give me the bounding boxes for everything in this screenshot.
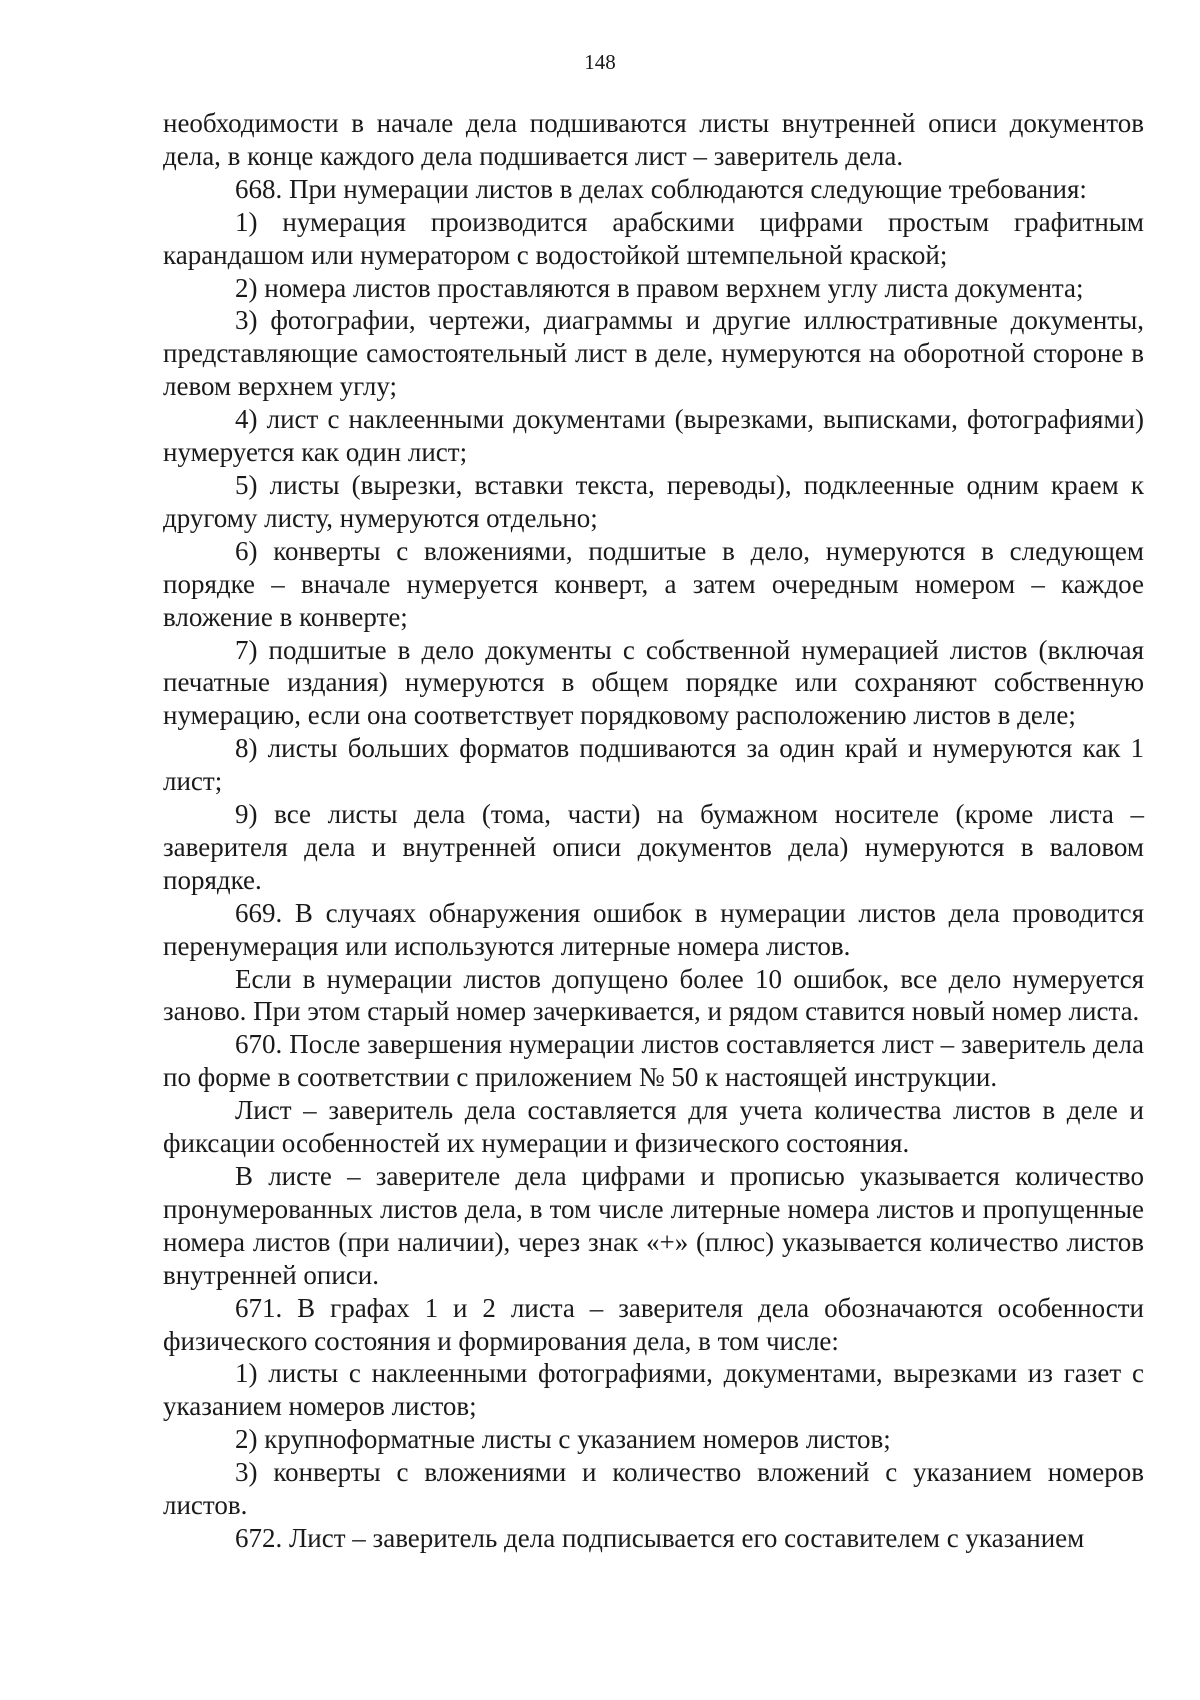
paragraph: Если в нумерации листов допущено более 10 ошибок, все дело нумеруется заново. При этом старый номер зачеркивается, и рядом ставится новый номер листа. xyxy=(163,963,1144,1027)
paragraph: 4) лист с наклеенными документами (вырезками, выписками, фотографиями) нумеруется как один лист; xyxy=(163,404,1144,468)
paragraph: 671. В графах 1 и 2 листа – заверителя дела обозначаются особенности физического состояния и формирования дела, в том числе: xyxy=(163,1292,1144,1356)
page-number: 148 xyxy=(584,50,616,74)
paragraph: Лист – заверитель дела составляется для учета количества листов в деле и фиксации особенностей их нумерации и физического состояния. xyxy=(163,1095,1144,1159)
paragraph: 668. При нумерации листов в делах соблюдаются следующие требования: xyxy=(235,173,1087,204)
paragraph: 2) номера листов проставляются в правом верхнем углу листа документа; xyxy=(235,272,1084,303)
paragraph: В листе – заверителе дела цифрами и прописью указывается количество пронумерованных листов дела, в том числе литерные номера листов и пропущенные номера листов (при наличии), через знак «+» (плюс) указывается количество листов внутренней описи. xyxy=(163,1161,1144,1290)
paragraph: 8) листы больших форматов подшиваются за один край и нумеруются как 1 лист; xyxy=(163,733,1144,797)
paragraph: 3) фотографии, чертежи, диаграммы и другие иллюстративные документы, представляющие самостоятельный лист в деле, нумеруются на оборотной стороне в левом верхнем углу; xyxy=(163,305,1144,402)
paragraph: 669. В случаях обнаружения ошибок в нумерации листов дела проводится перенумерация или используются литерные номера листов. xyxy=(163,897,1144,961)
paragraph: 1) нумерация производится арабскими цифрами простым графитным карандашом или нумератором с водостойкой штемпельной краской; xyxy=(163,206,1144,270)
paragraph: 7) подшитые в дело документы с собственной нумерацией листов (включая печатные издания) нумеруются в общем порядке или сохраняют собственную нумерацию, если она соответствует порядковому расположению листов в деле; xyxy=(163,634,1144,731)
paragraph: 672. Лист – заверитель дела подписывается его составителем с указанием xyxy=(235,1522,1085,1553)
paragraph: 5) листы (вырезки, вставки текста, переводы), подклеенные одним краем к другому листу, нумеруются отдельно; xyxy=(163,469,1144,533)
paragraph: 670. После завершения нумерации листов составляется лист – заверитель дела по форме в соответствии с приложением № 50 к настоящей инструкции. xyxy=(163,1029,1144,1093)
paragraph: 2) крупноформатные листы с указанием номеров листов; xyxy=(235,1424,891,1455)
document-body xyxy=(163,107,1144,1555)
paragraph: 1) листы с наклеенными фотографиями, документами, вырезками из газет с указанием номеров листов; xyxy=(163,1358,1144,1422)
paragraph: 9) все листы дела (тома, части) на бумажном носителе (кроме листа – заверителя дела и внутренней описи документов дела) нумеруются в валовом порядке. xyxy=(163,799,1144,895)
paragraph: необходимости в начале дела подшиваются листы внутренней описи документов дела, в конце каждого дела подшивается лист – заверитель дела. xyxy=(163,108,1144,171)
paragraph: 6) конверты с вложениями, подшитые в дело, нумеруются в следующем порядке – вначале нумеруется конверт, а затем очередным номером – каждое вложение в конверте; xyxy=(163,535,1144,632)
paragraph: 3) конверты с вложениями и количество вложений с указанием номеров листов. xyxy=(163,1457,1144,1521)
